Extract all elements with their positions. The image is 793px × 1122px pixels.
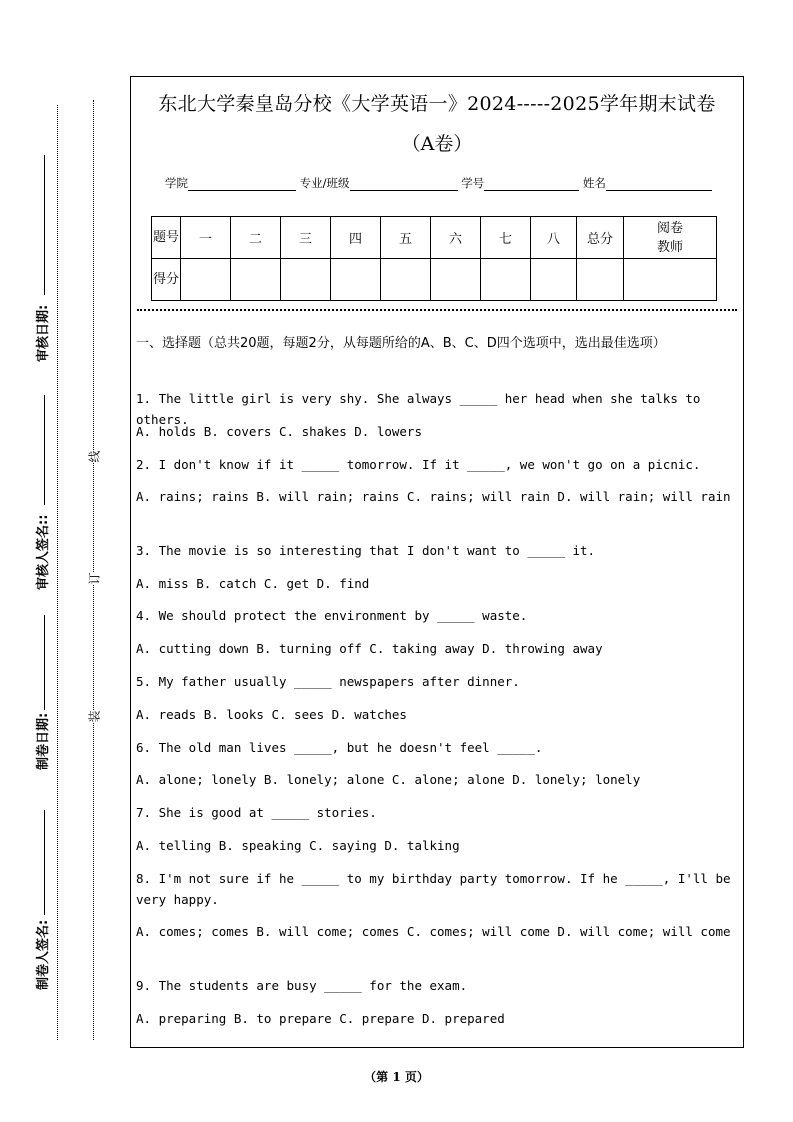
- question-options: A. holds B. covers C. shakes D. lowers: [136, 424, 422, 439]
- score-header-cell: 总分: [577, 217, 624, 259]
- question-options: A. cutting down B. turning off C. taking away D. throwing away: [136, 641, 603, 656]
- page-number: （第 1 页）: [364, 1070, 429, 1084]
- section-heading: 一、选择题（总共20题，每题2分，从每题所给的A、B、C、D四个选项中，选出最佳选项）: [136, 336, 666, 351]
- fold-char: 装: [87, 710, 102, 723]
- major-label: 专业/班级: [299, 176, 350, 190]
- question-text: 6. The old man lives _____, but he doesn't feel _____.: [136, 740, 543, 755]
- question-options: A. comes; comes B. will come; comes C. comes; will come D. will come; will come: [136, 924, 731, 939]
- score-header-cell: 四: [331, 217, 381, 259]
- question-text: 9. The students are busy _____ for the exam.: [136, 978, 468, 993]
- score-cell[interactable]: [231, 259, 281, 301]
- college-label: 学院: [165, 176, 188, 190]
- question-options: A. rains; rains B. will rain; rains C. rains; will rain D. will rain; will rain: [136, 489, 731, 504]
- major-field[interactable]: [350, 178, 458, 191]
- question-options: A. telling B. speaking C. saying D. talking: [136, 838, 460, 853]
- score-header-cell: 五: [381, 217, 431, 259]
- question-options: A. preparing B. to prepare C. prepare D. prepared: [136, 1011, 505, 1026]
- name-field[interactable]: [606, 178, 712, 191]
- question-text: 5. My father usually _____ newspapers after dinner.: [136, 674, 520, 689]
- section-separator: [137, 309, 737, 311]
- reviewer-sign-line: [44, 395, 45, 505]
- student-info-row: [165, 175, 712, 191]
- reviewer-sign-label: 审核人签名::: [36, 514, 51, 590]
- score-header-cell: 阅卷教师: [624, 217, 717, 259]
- question-text: 2. I don't know if it _____ tomorrow. If it _____, we won't go on a picnic.: [136, 457, 701, 472]
- reviewer-date-label: 审核日期:: [36, 304, 51, 362]
- question-options: A. alone; lonely B. lonely; alone C. alone; alone D. lonely; lonely: [136, 772, 641, 787]
- student-id-label: 学号: [461, 176, 485, 190]
- score-header-cell: 七: [481, 217, 531, 259]
- score-header-cell: 二: [231, 217, 281, 259]
- name-label: 姓名: [582, 176, 606, 190]
- score-cell[interactable]: [331, 259, 381, 301]
- bind-char: 订: [87, 572, 102, 585]
- exam-frame: [130, 76, 744, 1048]
- student-id-field[interactable]: [484, 178, 579, 191]
- exam-subtitle: （A卷）: [401, 133, 473, 155]
- binding-dotted-line-inner: [93, 100, 94, 1040]
- score-table: [151, 216, 717, 301]
- score-cell[interactable]: [381, 259, 431, 301]
- question-text: 1. The little girl is very shy. She always _____ her head when she talks to others.: [136, 391, 701, 427]
- score-cell[interactable]: [577, 259, 624, 301]
- question-options: A. miss B. catch C. get D. find: [136, 576, 370, 591]
- maker-date-label: 制卷日期:: [36, 712, 51, 770]
- score-header-cell: 一: [181, 217, 231, 259]
- maker-date-line: [44, 615, 45, 710]
- binding-dotted-line-outer: [57, 105, 58, 1040]
- score-header-cell: 六: [431, 217, 481, 259]
- score-cell[interactable]: [181, 259, 231, 301]
- score-cell[interactable]: [431, 259, 481, 301]
- question-options: A. reads B. looks C. sees D. watches: [136, 707, 407, 722]
- score-cell[interactable]: [531, 259, 577, 301]
- question-text: 3. The movie is so interesting that I don't want to _____ it.: [136, 543, 596, 558]
- score-cell[interactable]: [624, 259, 717, 301]
- score-header-cell: 三: [281, 217, 331, 259]
- line-char: 线: [87, 450, 102, 463]
- question-text: 4. We should protect the environment by _____ waste.: [136, 608, 528, 623]
- reviewer-date-line: [44, 155, 45, 295]
- question-text: 8. I'm not sure if he _____ to my birthday party tomorrow. If he _____, I'll be very happy.: [136, 871, 731, 907]
- score-row-label: 得分: [152, 259, 181, 301]
- question-text: 7. She is good at _____ stories.: [136, 805, 377, 820]
- maker-sign-label: 制卷人签名:: [36, 919, 51, 990]
- score-cell[interactable]: [481, 259, 531, 301]
- exam-title: 东北大学秦皇岛分校《大学英语一》2024-----2025学年期末试卷: [158, 93, 716, 115]
- maker-sign-line: [44, 810, 45, 915]
- score-header-cell: 题号: [152, 217, 181, 259]
- score-cell[interactable]: [281, 259, 331, 301]
- college-field[interactable]: [188, 178, 296, 191]
- score-header-cell: 八: [531, 217, 577, 259]
